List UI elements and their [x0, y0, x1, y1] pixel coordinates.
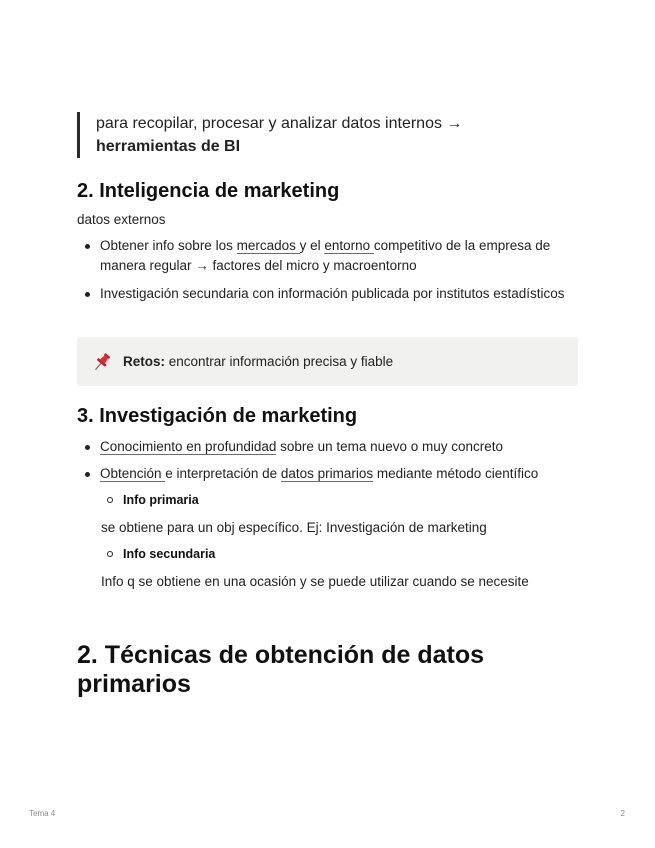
section-intro: datos externos [77, 212, 166, 227]
underlined-term: datos primarios [280, 465, 374, 481]
callout-text [123, 354, 393, 369]
section-heading-investigacion: 3. Investigación de marketing [77, 405, 358, 427]
bullet-text: mediante método científico [373, 465, 539, 481]
callout-label: Retos: [123, 354, 166, 369]
list-item [77, 236, 567, 275]
sub-item-text: Info q se obtiene en una ocasión y se puede utilizar cuando se necesite [101, 574, 529, 589]
underlined-term: mercados [236, 238, 300, 253]
section-heading-inteligencia: 2. Inteligencia de marketing [77, 180, 340, 202]
underlined-term: Conocimiento en profundidad [100, 439, 277, 454]
sub-item-info-primaria: Info primaria [101, 491, 199, 509]
sub-item-info-secundaria: Info secundaria [101, 545, 215, 563]
bullet-text: sobre un tema nuevo o muy concreto [276, 439, 504, 454]
underlined-term: Obtención [100, 465, 166, 481]
list-item [77, 464, 567, 484]
bullet-text: Obtener info sobre los [100, 238, 237, 253]
bullet-text: Investigación secundaria con información publicada por institutos estadísticos [100, 286, 565, 301]
bullet-list-investigacion [77, 437, 567, 483]
quote-bold-text: herramientas de BI [96, 138, 241, 155]
underlined-term: entorno [324, 238, 374, 253]
list-item [77, 284, 567, 304]
pushpin-icon [91, 350, 113, 374]
bullet-text: competitivo de la empresa de manera regular → factores del micro y macroentorno [100, 238, 551, 273]
bullet-list-inteligencia [77, 236, 567, 304]
callout-body: encontrar información precisa y fiable [165, 354, 394, 369]
bullet-text: e interpretación de [165, 465, 281, 481]
page-number: 2 [620, 809, 625, 818]
sub-item-text: se obtiene para un obj específico. Ej: Investigación de marketing [101, 520, 487, 535]
section-heading-tecnicas: 2. Técnicas de obtención de datos primarios [77, 641, 485, 698]
quote-block [77, 112, 576, 158]
footer-topic: Tema 4 [29, 809, 56, 818]
bullet-text: y el [299, 238, 325, 253]
callout-box [77, 337, 578, 386]
list-item [77, 437, 567, 457]
quote-text: para recopilar, procesar y analizar datos internos → [96, 115, 463, 132]
